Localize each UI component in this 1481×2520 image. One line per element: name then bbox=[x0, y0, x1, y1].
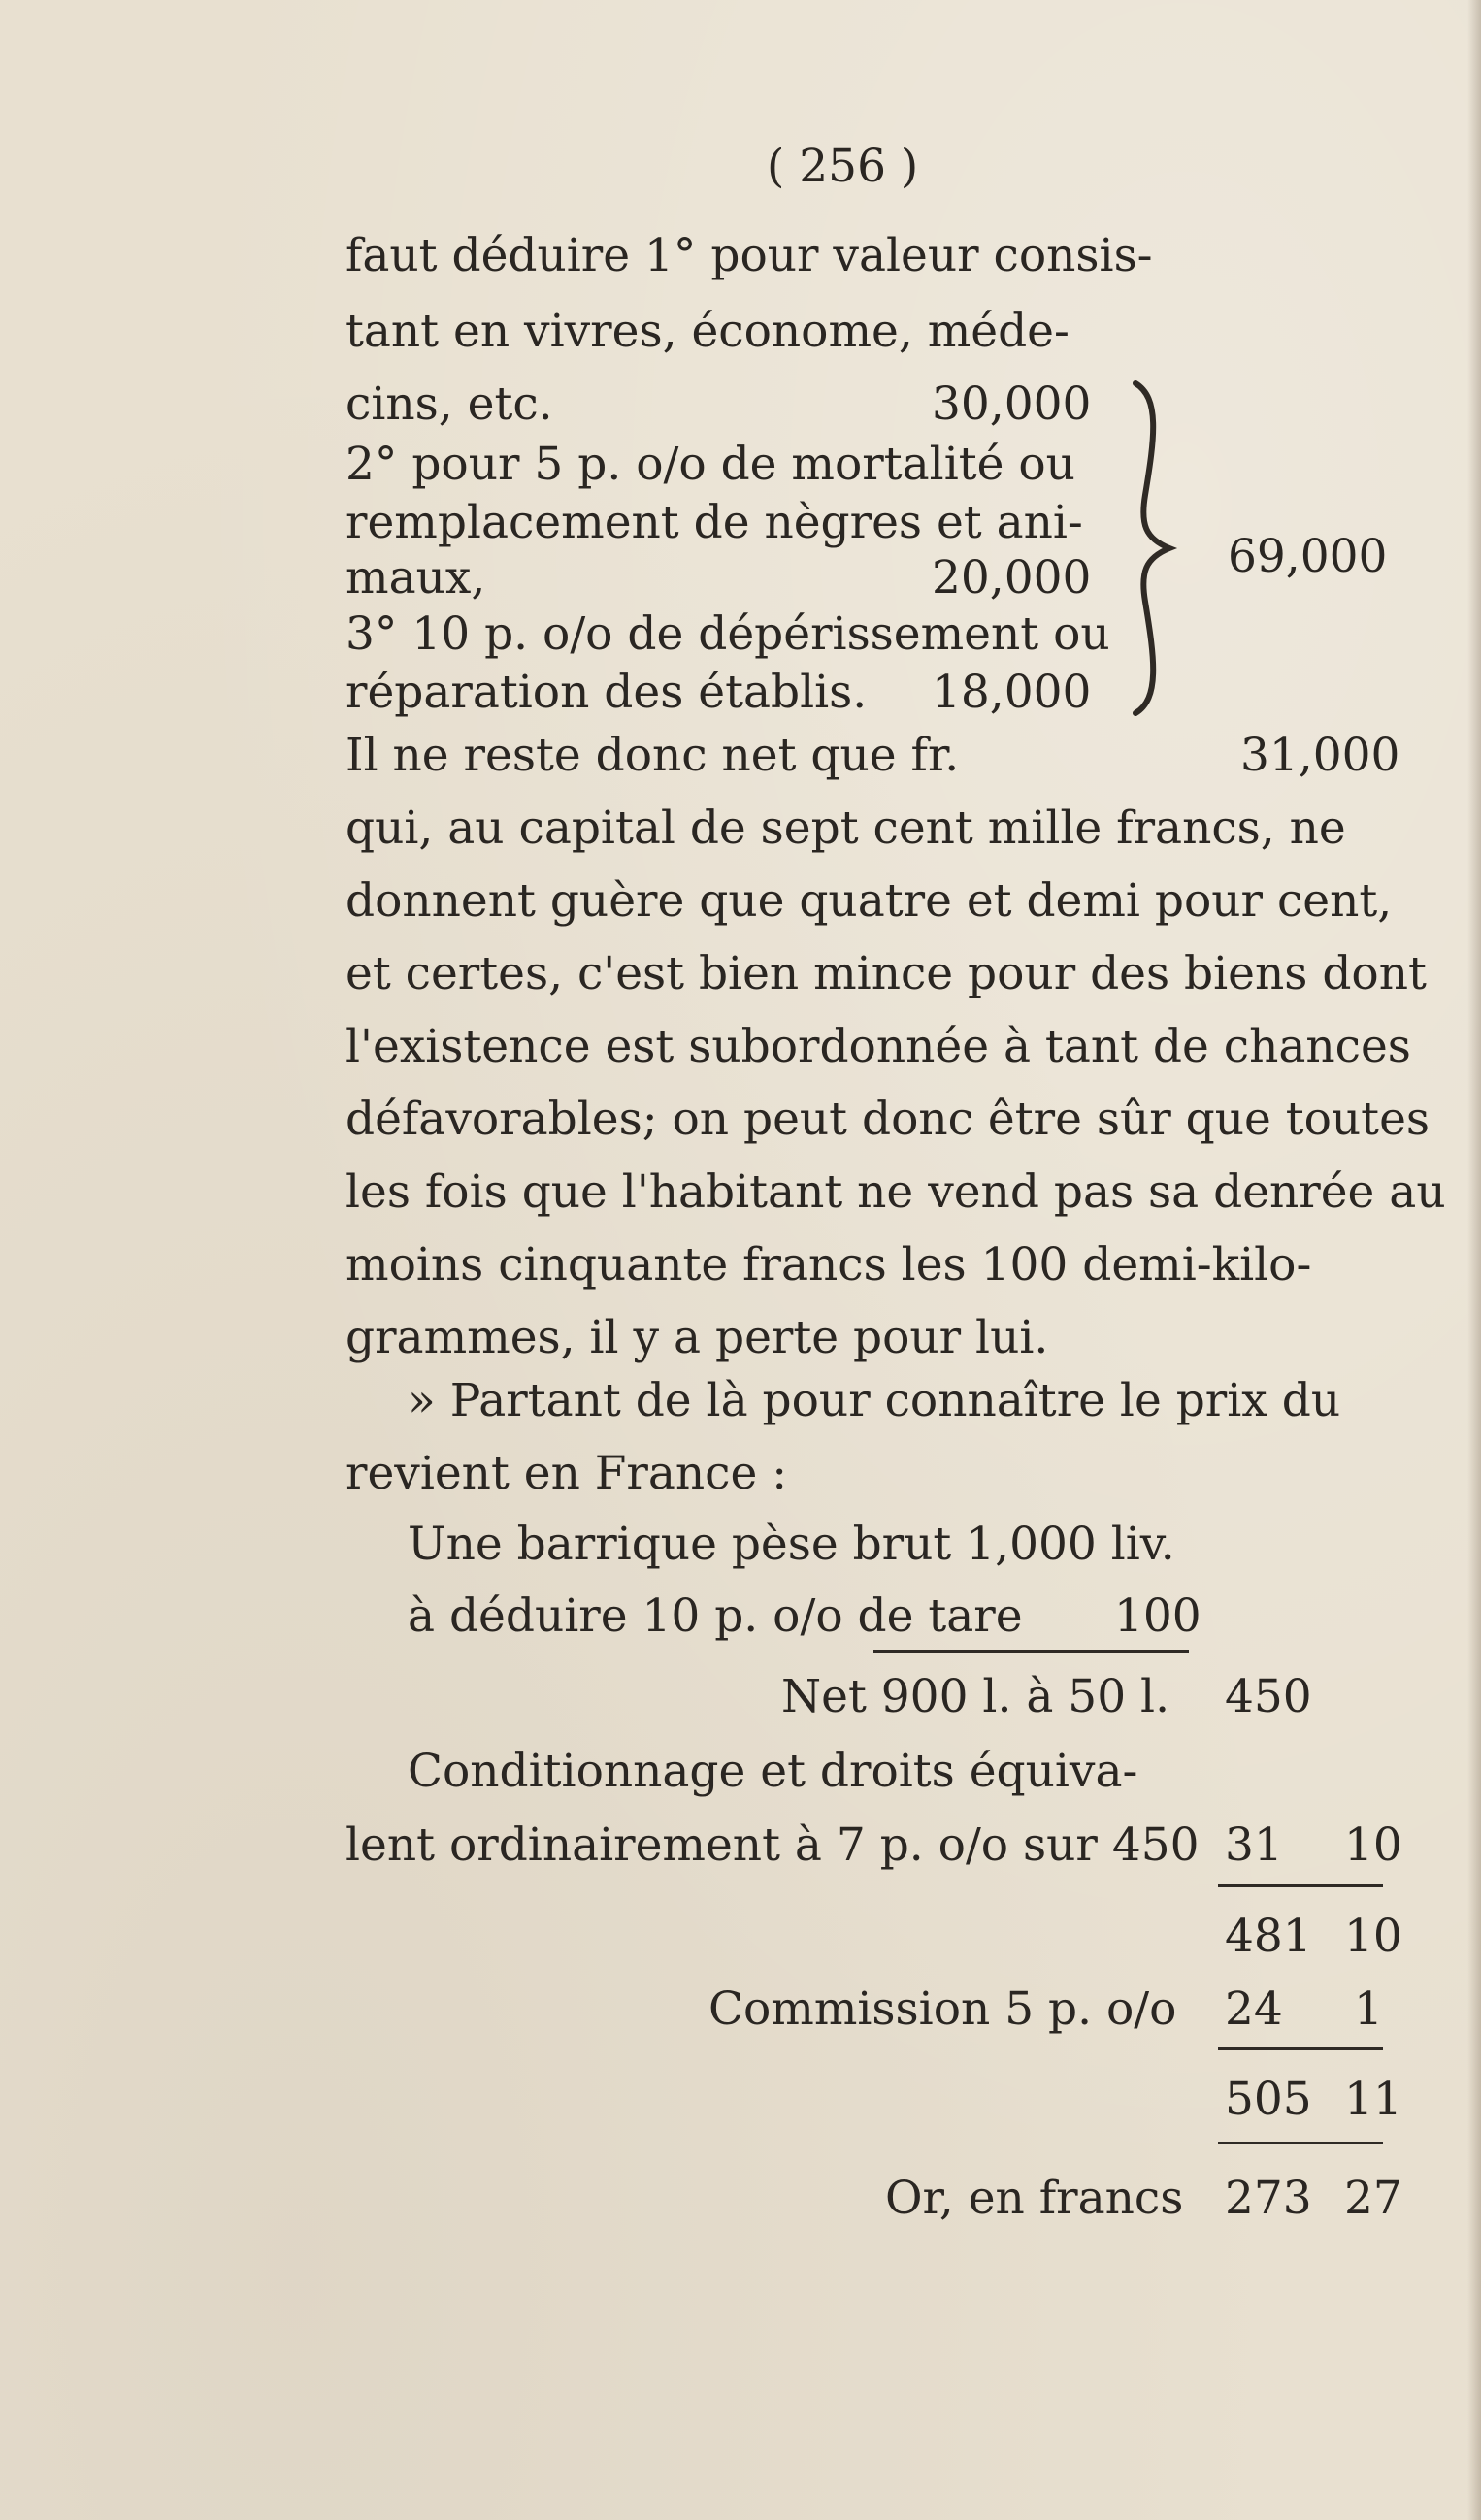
paragraph-line: tant en vivres, économe, méde- bbox=[346, 305, 1070, 358]
calc-total-cents: 11 bbox=[1344, 2073, 1402, 2126]
calc-tare-text: à déduire 10 p. o/o de tare bbox=[408, 1589, 1023, 1643]
calc-barrique: Une barrique pèse brut 1,000 liv. bbox=[408, 1518, 1175, 1571]
calc-or-text: Or, en francs bbox=[885, 2172, 1184, 2225]
calc-commission-text: Commission 5 p. o/o bbox=[708, 1982, 1177, 2036]
rule-line bbox=[1218, 1884, 1383, 1887]
deduction-text: remplacement de nègres et ani- bbox=[346, 496, 1083, 549]
deduction-amount: 20,000 bbox=[932, 551, 1092, 605]
calc-subtotal: 481 bbox=[1225, 1910, 1312, 1963]
body-line: défavorables; on peut donc être sûr que toutes bbox=[346, 1093, 1431, 1146]
deduction-text: cins, etc. bbox=[346, 377, 553, 431]
page-edge-shadow bbox=[1467, 0, 1481, 2520]
body-line: grammes, il y a perte pour lui. bbox=[346, 1311, 1049, 1364]
deduction-text: 3° 10 p. o/o de dépérissement ou bbox=[346, 607, 1110, 661]
calc-tare-amount: 100 bbox=[1114, 1589, 1201, 1643]
calc-commission-cents: 1 bbox=[1354, 1982, 1383, 2036]
deduction-amount: 18,000 bbox=[932, 666, 1092, 719]
calc-net-text: Net 900 l. à 50 l. bbox=[781, 1670, 1170, 1723]
deduction-text: 2° pour 5 p. o/o de mortalité ou bbox=[346, 438, 1075, 491]
deduction-amount: 30,000 bbox=[932, 377, 1092, 431]
rule-line bbox=[1218, 2047, 1383, 2050]
calc-commission-amount: 24 bbox=[1225, 1982, 1283, 2036]
body-line: l'existence est subordonnée à tant de chances bbox=[346, 1020, 1411, 1073]
body-line: qui, au capital de sept cent mille francs, ne bbox=[346, 802, 1346, 855]
paragraph-line: faut déduire 1° pour valeur consis- bbox=[346, 229, 1153, 282]
calc-cond-line: lent ordinairement à 7 p. o/o sur 450 bbox=[346, 1818, 1200, 1872]
deduction-total: 69,000 bbox=[1228, 530, 1388, 583]
calc-cond-cents: 10 bbox=[1344, 1818, 1402, 1872]
calc-total: 505 bbox=[1225, 2073, 1312, 2126]
page-number: ( 256 ) bbox=[767, 140, 919, 193]
body-line: moins cinquante francs les 100 demi-kilo- bbox=[346, 1238, 1312, 1292]
deduction-text: maux, bbox=[346, 551, 486, 605]
calc-cond-line: Conditionnage et droits équiva- bbox=[408, 1745, 1138, 1798]
partant-line: » Partant de là pour connaître le prix du bbox=[408, 1374, 1341, 1427]
body-line: donnent guère que quatre et demi pour cent, bbox=[346, 874, 1393, 928]
body-line: et certes, c'est bien mince pour des biens dont bbox=[346, 947, 1427, 1000]
calc-subtotal-cents: 10 bbox=[1344, 1910, 1402, 1963]
calc-cond-amount: 31 bbox=[1225, 1818, 1283, 1872]
brace-icon bbox=[1116, 378, 1184, 718]
partant-line: revient en France : bbox=[346, 1447, 788, 1500]
calc-net-amount: 450 bbox=[1225, 1670, 1312, 1723]
body-line: les fois que l'habitant ne vend pas sa denrée au bbox=[346, 1165, 1446, 1219]
deduction-text: réparation des établis. bbox=[346, 666, 868, 719]
rule-line bbox=[873, 1650, 1189, 1653]
rule-line bbox=[1218, 2142, 1383, 2144]
calc-or-amount: 273 bbox=[1225, 2172, 1312, 2225]
net-line-amount: 31,000 bbox=[1240, 729, 1400, 782]
calc-or-cents: 27 bbox=[1344, 2172, 1402, 2225]
net-line-text: Il ne reste donc net que fr. bbox=[346, 729, 960, 782]
